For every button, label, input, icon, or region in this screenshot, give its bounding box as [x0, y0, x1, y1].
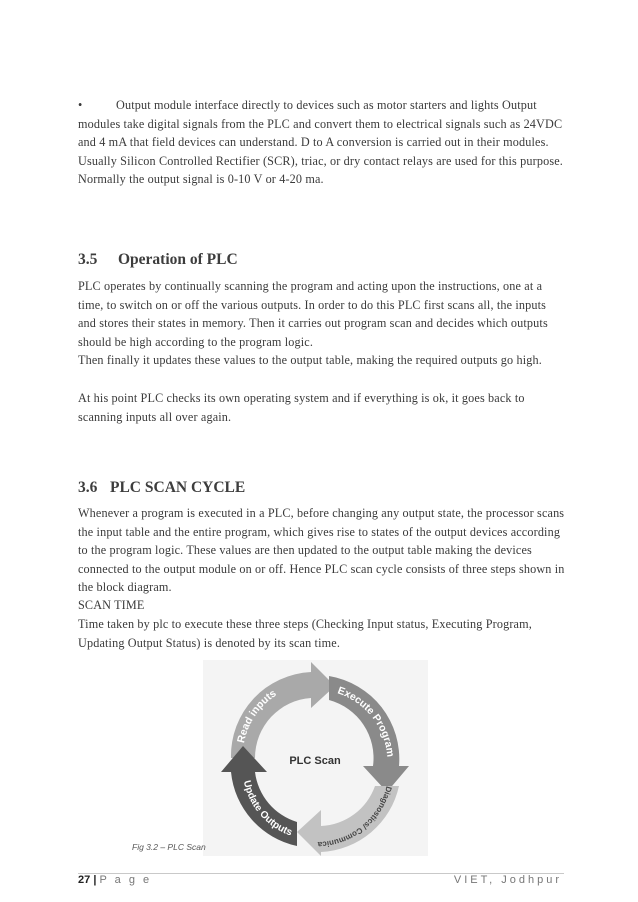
execute-program-arrow	[329, 676, 409, 792]
section-heading-3-6	[78, 479, 245, 497]
section-title: PLC SCAN CYCLE	[110, 479, 246, 496]
read-inputs-arrow	[231, 662, 335, 758]
section-number: 3.6	[78, 479, 98, 496]
section-heading-3-5	[78, 251, 238, 269]
operation-paragraph-1: PLC operates by continually scanning the program and acting upon the instructions, one at a time, to switch on or off the various outputs. In order to do this PLC first scans all, the inputs and stores their states in memory. Then it carries out program scan and decides which outputs should be high according to the program logic.	[78, 279, 548, 349]
update-outputs-label: Update Outputs	[240, 779, 294, 839]
bullet: •	[78, 98, 83, 112]
page-number: 27	[78, 874, 91, 886]
footer-page-label	[78, 874, 152, 886]
scan-cycle-paragraph: Whenever a program is executed in a PLC, before changing any output state, the processor scans the input table and the entire program, which gives rise to states of the output devices according to the program logic. These values are then updated to the output table making the devices connected to the output module on or off. Hence PLC scan cycle consists of three steps shown in the block diagram.	[78, 506, 565, 594]
section-number: 3.5	[78, 251, 98, 268]
scan-time-label: SCAN TIME	[78, 598, 145, 612]
plc-scan-diagram	[203, 660, 428, 856]
section-title: Operation of PLC	[118, 251, 238, 268]
execute-program-label: Execute Program	[335, 684, 397, 758]
plc-scan-svg	[203, 660, 428, 856]
operation-paragraph-2: Then finally it updates these values to the output table, making the required outputs go high.	[78, 353, 542, 367]
footer-institution: VIET, Jodhpur	[453, 874, 562, 886]
operation-paragraph-3: At his point PLC checks its own operating system and if everything is ok, it goes back to scanning inputs all over again.	[78, 391, 525, 424]
diagnostics-communications-label: Diagnostics/ Communica	[317, 785, 394, 850]
update-outputs-arrow	[221, 746, 297, 846]
read-inputs-label: Read inputs	[235, 687, 279, 744]
plc-scan-center-label: PLC Scan	[289, 755, 341, 767]
page-word: P a g e	[99, 874, 152, 886]
figure-caption: Fig 3.2 – PLC Scan	[132, 842, 206, 852]
scan-time-paragraph: Time taken by plc to execute these three steps (Checking Input status, Executing Program, Updating Output Status) is denoted by its scan time.	[78, 617, 532, 650]
output-module-text: Output module interface directly to devices such as motor starters and lights Output modules take digital signals from the PLC and convert them to electrical signals such as 24VDC and 4 mA that field devices can understand. D to A conversion is carried out in their modules. Usually Silicon Controlled Rectifier (SCR), triac, or dry contact relays are used for this purpose. Normally the output signal is 0-10 V or 4-20 ma.	[78, 98, 563, 186]
output-module-paragraph	[78, 96, 566, 189]
footer-separator: |	[93, 874, 97, 886]
